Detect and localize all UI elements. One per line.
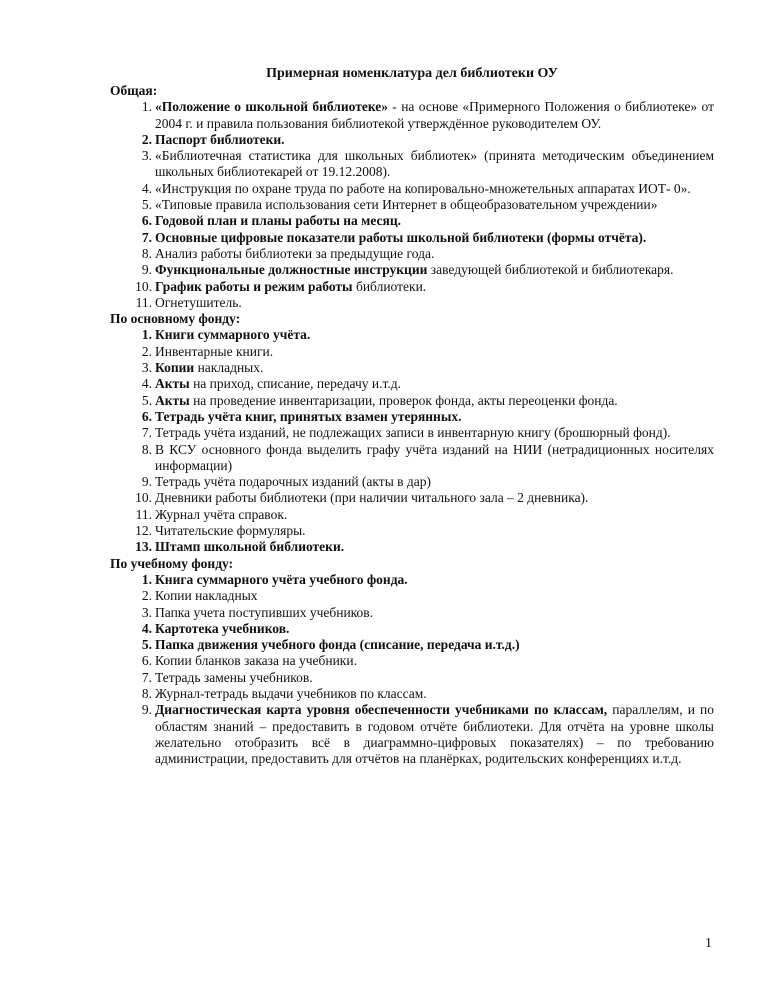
list-item-number: 9. — [141, 474, 152, 490]
list-item — [110, 637, 714, 653]
list-item — [110, 230, 714, 246]
list-item-number: 9. — [141, 702, 152, 718]
text-segment: «Типовые правила использования сети Интернет в общеобразовательном учреждении» — [155, 197, 658, 213]
list-item-text — [155, 376, 714, 392]
list-item-text — [155, 148, 714, 181]
list-item-number: 2. — [141, 343, 152, 359]
list-item-text — [155, 523, 714, 539]
text-segment: Анализ работы библиотеки за предыдущие года. — [155, 245, 435, 261]
list-item — [110, 197, 714, 213]
list-item-number: 3. — [141, 604, 152, 620]
list-item-number: 9. — [141, 262, 152, 278]
list-item — [110, 132, 714, 148]
text-segment: Копии — [155, 360, 195, 376]
text-segment: График работы и режим работы — [155, 278, 353, 294]
text-segment: библиотеки. — [352, 278, 427, 294]
list-item-text — [155, 621, 714, 637]
list-item — [110, 246, 714, 262]
list-item — [110, 99, 714, 132]
list-item-text — [155, 213, 714, 229]
document-body — [110, 83, 714, 767]
text-segment: Книга суммарного учёта учебного фонда. — [155, 571, 408, 587]
list-item — [110, 393, 714, 409]
list-item — [110, 474, 714, 490]
list-item-number: 13. — [135, 539, 152, 555]
list-item-text — [155, 230, 714, 246]
list-item-number: 6. — [141, 653, 152, 669]
text-segment: Журнал-тетрадь выдачи учебников по классам. — [155, 685, 427, 701]
text-segment: Огнетушитель. — [155, 294, 242, 310]
text-segment: Копии накладных — [155, 588, 258, 604]
list-item-number: 2. — [141, 131, 152, 147]
text-segment: Акты — [155, 376, 190, 392]
text-segment: Читательские формуляры. — [155, 523, 306, 539]
list-item-text — [155, 246, 714, 262]
list-item — [110, 181, 714, 197]
list-item-number: 5. — [141, 197, 152, 213]
list-item-text — [155, 132, 714, 148]
list-item — [110, 653, 714, 669]
list-item — [110, 572, 714, 588]
text-segment: Основные цифровые показатели работы школьной библиотеки (формы отчёта). — [155, 229, 647, 245]
text-segment: Тетрадь замены учебников. — [155, 669, 313, 685]
list-item-text — [155, 360, 714, 376]
list-item-text — [155, 393, 714, 409]
list-item-text — [155, 686, 714, 702]
list-item-number: 7. — [141, 669, 152, 685]
list-item-text — [155, 99, 714, 132]
list-item-number: 1. — [141, 571, 152, 587]
list-item-text — [155, 197, 714, 213]
list-item-number: 8. — [141, 685, 152, 701]
list-item-text — [155, 279, 714, 295]
list-item-number: 8. — [141, 441, 152, 457]
list-item-number: 5. — [141, 637, 152, 653]
list-item-number: 4. — [141, 180, 152, 196]
list-item-number: 11. — [135, 506, 152, 522]
text-segment: «Библиотечная статистика для школьных библиотек» (принята методическим объединением школьных библиотекарей от 19.12.2008). — [155, 148, 714, 180]
text-segment: Диагностическая карта уровня обеспеченности учебниками по классам, — [155, 702, 608, 718]
list-item-number: 7. — [141, 425, 152, 441]
list-item-number: 3. — [141, 148, 152, 164]
text-segment: на проведение инвентаризации, проверок фонда, акты переоценки фонда. — [189, 392, 618, 408]
list-item — [110, 621, 714, 637]
list-item-text — [155, 327, 714, 343]
page-number: 1 — [705, 936, 712, 951]
text-segment: Дневники работы библиотеки (при наличии читального зала – 2 дневника). — [155, 490, 589, 506]
list-item-text — [155, 442, 714, 475]
list-item-number: 3. — [141, 360, 152, 376]
list-item-text — [155, 588, 714, 604]
list-item-text — [155, 181, 714, 197]
text-segment: «Инструкция по охране труда по работе на копировально-множетельных аппаратах ИОТ- 0». — [155, 180, 691, 196]
list-item — [110, 295, 714, 311]
text-segment: - на основе «Примерного Положения о библиотеке» от 2004 г. и правила пользования библиотекой утверждённое руководителем ОУ. — [155, 99, 714, 131]
list-item-text — [155, 474, 714, 490]
list-item-text — [155, 295, 714, 311]
section-heading: По основному фонду: — [110, 311, 241, 327]
list-item — [110, 344, 714, 360]
list-item-number: 1. — [141, 327, 152, 343]
list-item-text — [155, 490, 714, 506]
list-item-text — [155, 507, 714, 523]
list-item-text — [155, 670, 714, 686]
list-item — [110, 213, 714, 229]
text-segment: Штамп школьной библиотеки. — [155, 539, 345, 555]
section-heading: Общая: — [110, 83, 158, 98]
list-item — [110, 442, 714, 475]
list-item-number: 10. — [135, 490, 152, 506]
list-item-text — [155, 409, 714, 425]
list-item-text — [155, 344, 714, 360]
text-segment: Функциональные должностные инструкции — [155, 262, 428, 278]
list-item-text — [155, 637, 714, 653]
list-item-number: 5. — [141, 392, 152, 408]
text-segment: накладных. — [194, 360, 264, 376]
list-item — [110, 425, 714, 441]
list-item-text — [155, 539, 714, 555]
list-item-text — [155, 262, 714, 278]
text-segment: Тетрадь учёта подарочных изданий (акты в дар) — [155, 474, 431, 490]
list-item-number: 11. — [135, 294, 152, 310]
list-item-number: 10. — [135, 278, 152, 294]
text-segment: Папка движения учебного фонда (списание, передача и.т.д.) — [155, 637, 520, 653]
text-segment: Картотека учебников. — [155, 620, 290, 636]
list-item — [110, 670, 714, 686]
text-segment: Инвентарные книги. — [155, 343, 274, 359]
list-item-text — [155, 653, 714, 669]
list-item — [110, 490, 714, 506]
list-item — [110, 409, 714, 425]
section-heading: По учебному фонду: — [110, 555, 234, 571]
list-item-number: 12. — [135, 523, 152, 539]
list-item — [110, 376, 714, 392]
text-segment: заведующей библиотекой и библиотекаря. — [427, 262, 674, 278]
list-item — [110, 360, 714, 376]
list-item-number: 4. — [141, 376, 152, 392]
list-item-text — [155, 605, 714, 621]
list-item-text — [155, 572, 714, 588]
list-item — [110, 262, 714, 278]
text-segment: Акты — [155, 392, 190, 408]
list-item-number: 1. — [141, 99, 152, 115]
text-segment: параллелям, и по областям знаний – предоставить в годовом отчёте библиотеки. Для отчёта на уровне школы желательно отобразить всё в диаграммно-цифровых показателях) – по требованию администрации, предоставить для отчётов на планёрках, родительских конференциях и.т.д. — [155, 702, 714, 767]
list-item — [110, 605, 714, 621]
text-segment: Журнал учёта справок. — [155, 506, 288, 522]
list-item-number: 4. — [141, 620, 152, 636]
text-segment: на приход, списание, передачу и.т.д. — [189, 376, 401, 392]
document-title: Примерная номенклатура дел библиотеки ОУ — [266, 66, 558, 81]
list-item-number: 6. — [141, 408, 152, 424]
list-item — [110, 148, 714, 181]
list-item-number: 8. — [141, 245, 152, 261]
list-item-text — [155, 702, 714, 767]
list-item — [110, 327, 714, 343]
list-item — [110, 279, 714, 295]
list-item — [110, 588, 714, 604]
text-segment: Годовой план и планы работы на месяц. — [155, 213, 401, 229]
text-segment: Папка учета поступивших учебников. — [155, 604, 374, 620]
text-segment: Тетрадь учёта изданий, не подлежащих записи в инвентарную книгу (брошюрный фонд). — [155, 425, 671, 441]
list-item-text — [155, 425, 714, 441]
list-item — [110, 702, 714, 767]
text-segment: Тетрадь учёта книг, принятых взамен утерянных. — [155, 408, 462, 424]
list-item — [110, 686, 714, 702]
list-item — [110, 523, 714, 539]
list-item — [110, 539, 714, 555]
list-item-number: 2. — [141, 588, 152, 604]
text-segment: В КСУ основного фонда выделить графу учёта изданий на НИИ (нетрадиционных носителях информации) — [155, 441, 714, 473]
list-item-number: 6. — [141, 213, 152, 229]
text-segment: Паспорт библиотеки. — [155, 131, 285, 147]
list-item — [110, 507, 714, 523]
text-segment: Копии бланков заказа на учебники. — [155, 653, 357, 669]
list-item-number: 7. — [141, 229, 152, 245]
text-segment: Книги суммарного учёта. — [155, 327, 311, 343]
text-segment: «Положение о школьной библиотеке» — [155, 99, 389, 115]
